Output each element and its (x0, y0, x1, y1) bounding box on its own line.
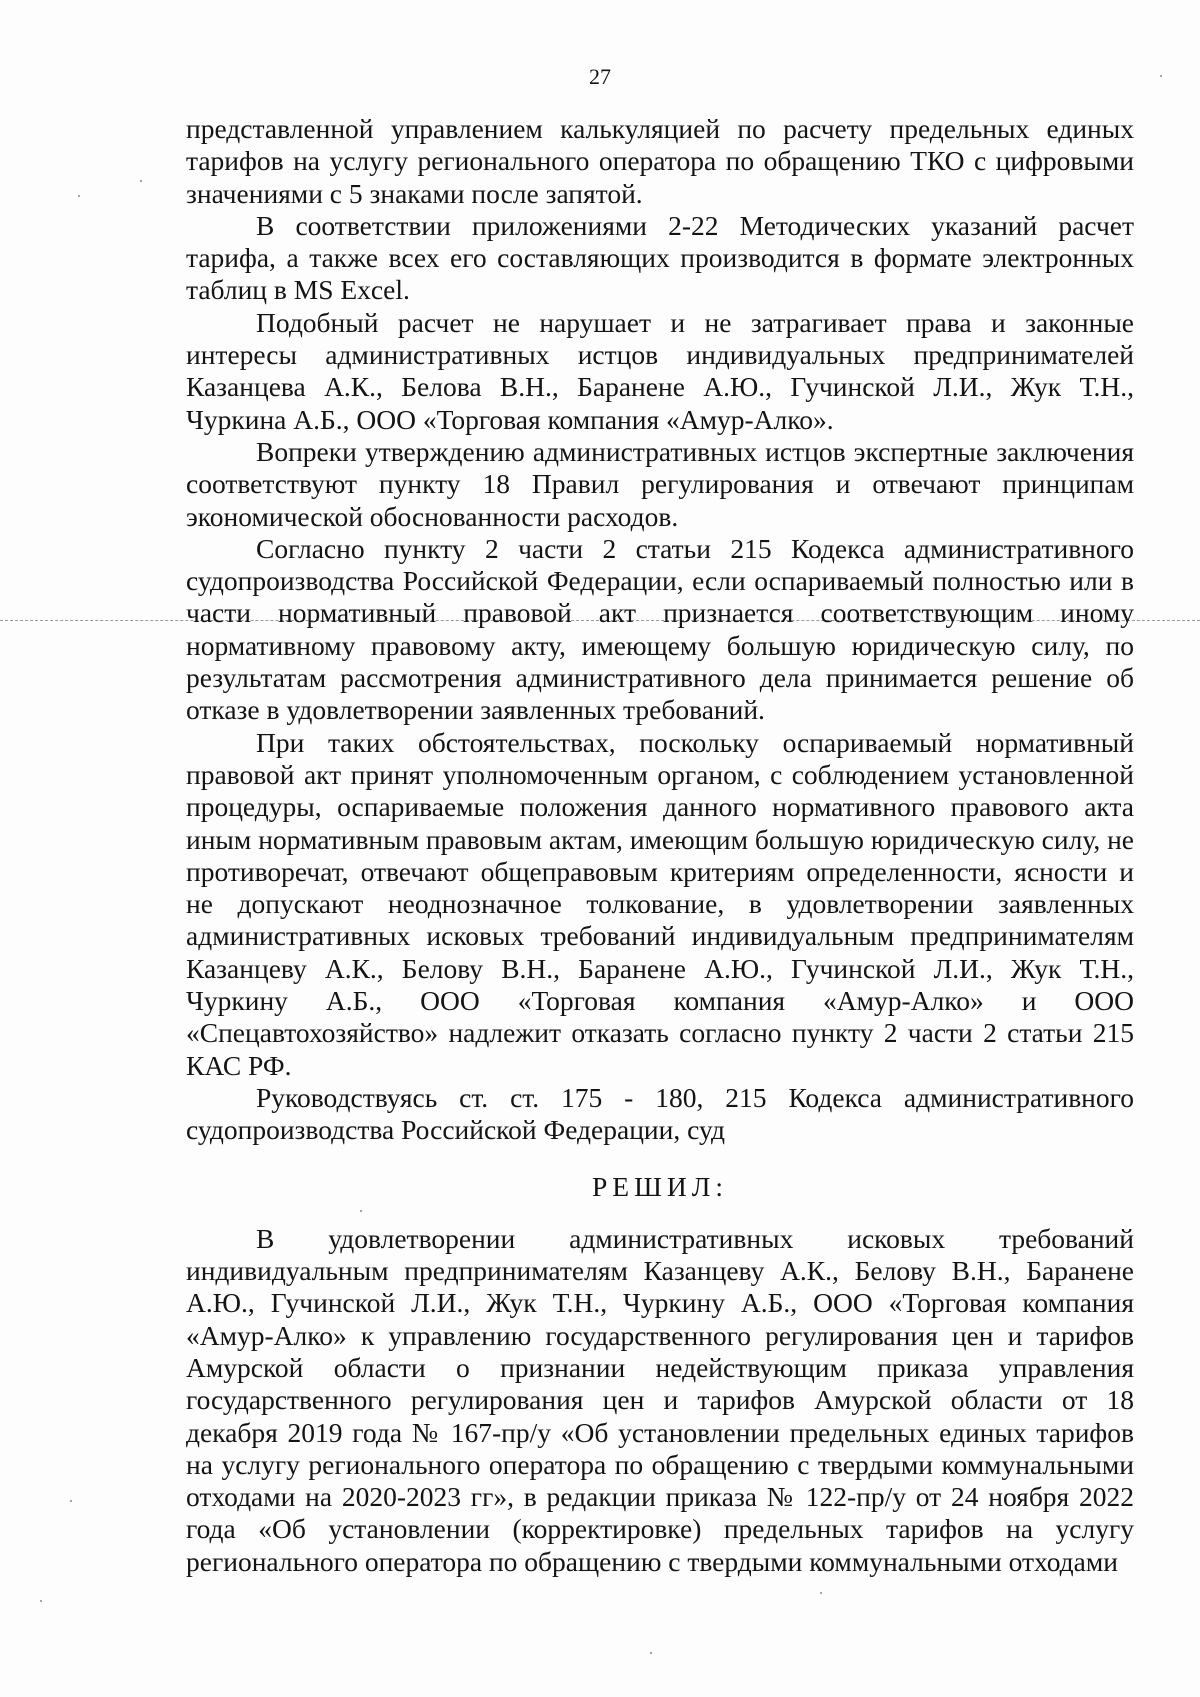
paragraph-excel-calculation: В соответствии приложениями 2-22 Методических указаний расчет тарифа, а также всех его составляющих производится в формате электронных таблиц в MS Excel. (186, 209, 1134, 306)
paragraph-expert-conclusions: Вопреки утверждению административных истцов экспертные заключения соответствуют пункту 18 Правил регулирования и отвечают принципам экономической обоснованности расходов. (186, 435, 1134, 532)
scan-speck (360, 1210, 362, 1212)
page-number: 27 (589, 64, 611, 89)
scan-speck (40, 1600, 42, 1602)
scan-speck (820, 1592, 822, 1594)
paragraph-circumstances: При таких обстоятельствах, поскольку оспариваемый нормативный правовой акт принят уполномоченным органом, с соблюдением установленной процедуры, оспариваемые положения данного нормативного правового акта иным нормативным правовым актам, имеющим большую юридическую силу, не противоречат, отвечают общеправовым критериям определенности, ясности и не допускают неоднозначное толкование, в удовлетворении заявленных административных исковых требований индивидуальным предпринимателям Казанцеву А.К., Белову В.Н., Баранене А.Ю., Гучинской Л.И., Жук Т.Н., Чуркину А.Б., ООО «Торговая компания «Амур-Алко» и ООО «Спецавтохозяйство» надлежит отказать согласно пункту 2 части 2 статьи 215 КАС РФ. (186, 726, 1134, 1081)
scan-speck (140, 180, 142, 182)
scan-speck (1160, 75, 1162, 77)
scan-speck (650, 1652, 652, 1654)
paragraph-continuation: представленной управлением калькуляцией по расчету предельных единых тарифов на услугу регионального оператора по обращению ТКО с цифровыми значениями с 5 знаками после запятой. (186, 113, 1134, 209)
paragraph-decision: В удовлетворении административных исковых требований индивидуальным предпринимателям Казанцеву А.К., Белову В.Н., Баранене А.Ю., Гучинской Л.И., Жук Т.Н., Чуркину А.Б., ООО «Торговая компания «Амур-Алко» к управлению государственного регулирования цен и тарифов Амурской области о признании недействующим приказа управления государственного регулирования цен и тарифов Амурской области от 18 декабря 2019 года № 167-пр/у «Об установлении предельных единых тарифов на услугу регионального оператора по обращению с твердыми коммунальными отходами на 2020-2023 гг», в редакции приказа № 122-пр/у от 24 ноября 2022 года «Об установлении (корректировке) предельных тарифов на услугу регионального оператора по обращению с твердыми коммунальными отходами (186, 1222, 1134, 1577)
decision-heading: РЕШИЛ: (592, 1170, 728, 1202)
document-body (186, 113, 1134, 1578)
scan-speck (70, 1500, 72, 1502)
scan-speck (78, 195, 80, 197)
paragraph-guided-by: Руководствуясь ст. ст. 175 - 180, 215 Кодекса административного судопроизводства Российской Федерации, суд (186, 1081, 1134, 1146)
paragraph-rights-not-violated: Подобный расчет не нарушает и не затрагивает права и законные интересы административных истцов индивидуальных предпринимателей Казанцева А.К., Белова В.Н., Баранене А.Ю., Гучинской Л.И., Жук Т.Н., Чуркина А.Б., ООО «Торговая компания «Амур-Алко». (186, 306, 1134, 435)
paragraph-article-215: Согласно пункту 2 части 2 статьи 215 Кодекса административного судопроизводства Российской Федерации, если оспариваемый полностью или в части нормативный правовой акт признается соответствующим иному нормативному правовому акту, имеющему большую юридическую силу, по результатам рассмотрения административного дела принимается решение об отказе в удовлетворении заявленных требований. (186, 532, 1134, 726)
